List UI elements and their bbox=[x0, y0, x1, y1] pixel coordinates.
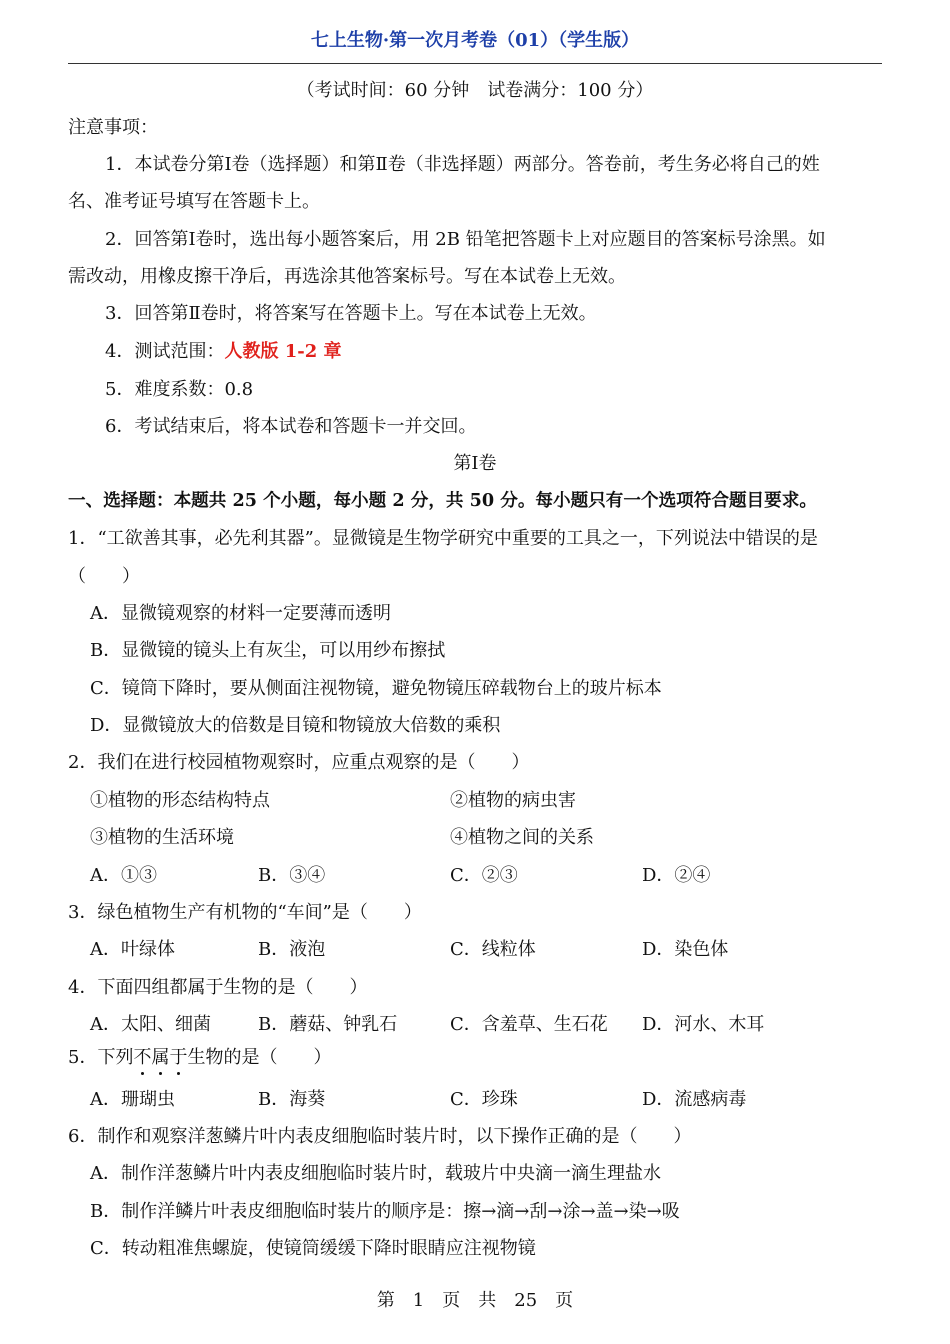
q5-stem-suffix: 生物的是（ ） bbox=[187, 1047, 332, 1068]
q2-statement-2: ②植物的病虫害 bbox=[450, 790, 576, 811]
notice-item-2-line-1: 2．回答第Ⅰ卷时，选出每小题答案后，用 2B 铅笔把答题卡上对应题目的答案标号涂黑。如 bbox=[105, 229, 826, 250]
q2-statement-3: ③植物的生活环境 bbox=[90, 827, 234, 848]
q5-emphasis-char-3: 于 bbox=[169, 1047, 188, 1068]
q4-option-b: B．蘑菇、钟乳石 bbox=[258, 1014, 398, 1035]
notice-item-4-prefix: 4．测试范围： bbox=[105, 341, 225, 362]
q2-statements-row-1 bbox=[0, 786, 950, 810]
q3-option-b: B．液泡 bbox=[258, 939, 326, 960]
q2-option-a: A．①③ bbox=[90, 865, 157, 886]
q2-options bbox=[0, 861, 950, 885]
q2-statement-4: ④植物之间的关系 bbox=[450, 827, 594, 848]
q4-stem: 4．下面四组都属于生物的是（ ） bbox=[68, 977, 368, 998]
q2-stem: 2．我们在进行校园植物观察时，应重点观察的是（ ） bbox=[68, 752, 530, 773]
q3-option-d: D．染色体 bbox=[642, 939, 729, 960]
q5-options bbox=[0, 1085, 950, 1109]
q5-option-d: D．流感病毒 bbox=[642, 1089, 747, 1110]
page-footer: 第 1 页 共 25 页 bbox=[376, 1290, 574, 1311]
notice-item-1-line-1: 1．本试卷分第Ⅰ卷（选择题）和第Ⅱ卷（非选择题）两部分。答卷前，考生务必将自己的姓 bbox=[105, 154, 820, 175]
notice-item-5: 5．难度系数：0.8 bbox=[105, 379, 254, 400]
q5-option-c: C．珍珠 bbox=[450, 1089, 518, 1110]
q1-option-d: D．显微镜放大的倍数是目镜和物镜放大倍数的乘积 bbox=[90, 715, 501, 736]
header-rule bbox=[68, 63, 882, 64]
q6-option-a: A．制作洋葱鳞片叶内表皮细胞临时装片时，载玻片中央滴一滴生理盐水 bbox=[90, 1163, 661, 1184]
notice-item-6: 6．考试结束后，将本试卷和答题卡一并交回。 bbox=[105, 416, 477, 437]
q1-option-c: C．镜筒下降时，要从侧面注视物镜，避免物镜压碎载物台上的玻片标本 bbox=[90, 678, 662, 699]
q4-option-d: D．河水、木耳 bbox=[642, 1014, 765, 1035]
q1-stem-line-1: 1．“工欲善其事，必先利其器”。显微镜是生物学研究中重要的工具之一，下列说法中错误的是 bbox=[68, 528, 818, 549]
q1-option-b: B．显微镜的镜头上有灰尘，可以用纱布擦拭 bbox=[90, 640, 446, 661]
q3-option-a: A．叶绿体 bbox=[90, 939, 175, 960]
q5-option-b: B．海葵 bbox=[258, 1089, 326, 1110]
q5-emphasis-char-1: 不 bbox=[133, 1047, 152, 1068]
q3-stem: 3．绿色植物生产有机物的“车间”是（ ） bbox=[68, 902, 422, 923]
part-title: 第Ⅰ卷 bbox=[453, 453, 497, 474]
q3-options bbox=[0, 935, 950, 959]
q4-option-a: A．太阳、细菌 bbox=[90, 1014, 211, 1035]
q6-option-c: C．转动粗准焦螺旋，使镜筒缓缓下降时眼睛应注视物镜 bbox=[90, 1238, 536, 1259]
exam-info: （考试时间：60 分钟 试卷满分：100 分） bbox=[296, 80, 654, 101]
q2-option-b: B．③④ bbox=[258, 865, 326, 886]
q4-options bbox=[0, 1010, 950, 1034]
q5-option-a: A．珊瑚虫 bbox=[90, 1089, 175, 1110]
q1-stem-line-2: （ ） bbox=[68, 566, 140, 587]
q5-stem bbox=[68, 1043, 331, 1069]
q3-option-c: C．线粒体 bbox=[450, 939, 536, 960]
section-title: 一、选择题：本题共 25 个小题，每小题 2 分，共 50 分。每小题只有一个选项符合题目要求。 bbox=[68, 490, 817, 511]
q2-statements-row-2 bbox=[0, 823, 950, 847]
q5-emphasis-char-2: 属 bbox=[151, 1047, 170, 1068]
notice-item-2-line-2: 需改动，用橡皮擦干净后，再选涂其他答案标号。写在本试卷上无效。 bbox=[68, 266, 626, 287]
q2-statement-1: ①植物的形态结构特点 bbox=[90, 790, 270, 811]
notice-item-3: 3．回答第Ⅱ卷时，将答案写在答题卡上。写在本试卷上无效。 bbox=[105, 303, 597, 324]
q1-option-a: A．显微镜观察的材料一定要薄而透明 bbox=[90, 603, 391, 624]
q6-option-b: B．制作洋鳞片叶表皮细胞临时装片的顺序是：擦→滴→刮→涂→盖→染→吸 bbox=[90, 1201, 680, 1222]
q2-option-c: C．②③ bbox=[450, 865, 518, 886]
q2-option-d: D．②④ bbox=[642, 865, 711, 886]
q4-option-c: C．含羞草、生石花 bbox=[450, 1014, 608, 1035]
document-title: 七上生物·第一次月考卷（01）（学生版） bbox=[310, 30, 640, 51]
q6-stem: 6．制作和观察洋葱鳞片叶内表皮细胞临时装片时，以下操作正确的是（ ） bbox=[68, 1126, 692, 1147]
q5-stem-prefix: 5．下列 bbox=[68, 1047, 134, 1068]
notice-item-1-line-2: 名、准考证号填写在答题卡上。 bbox=[68, 191, 320, 212]
notice-title: 注意事项： bbox=[68, 117, 158, 138]
notice-item-4 bbox=[105, 337, 342, 363]
test-scope: 人教版 1-2 章 bbox=[224, 341, 342, 362]
